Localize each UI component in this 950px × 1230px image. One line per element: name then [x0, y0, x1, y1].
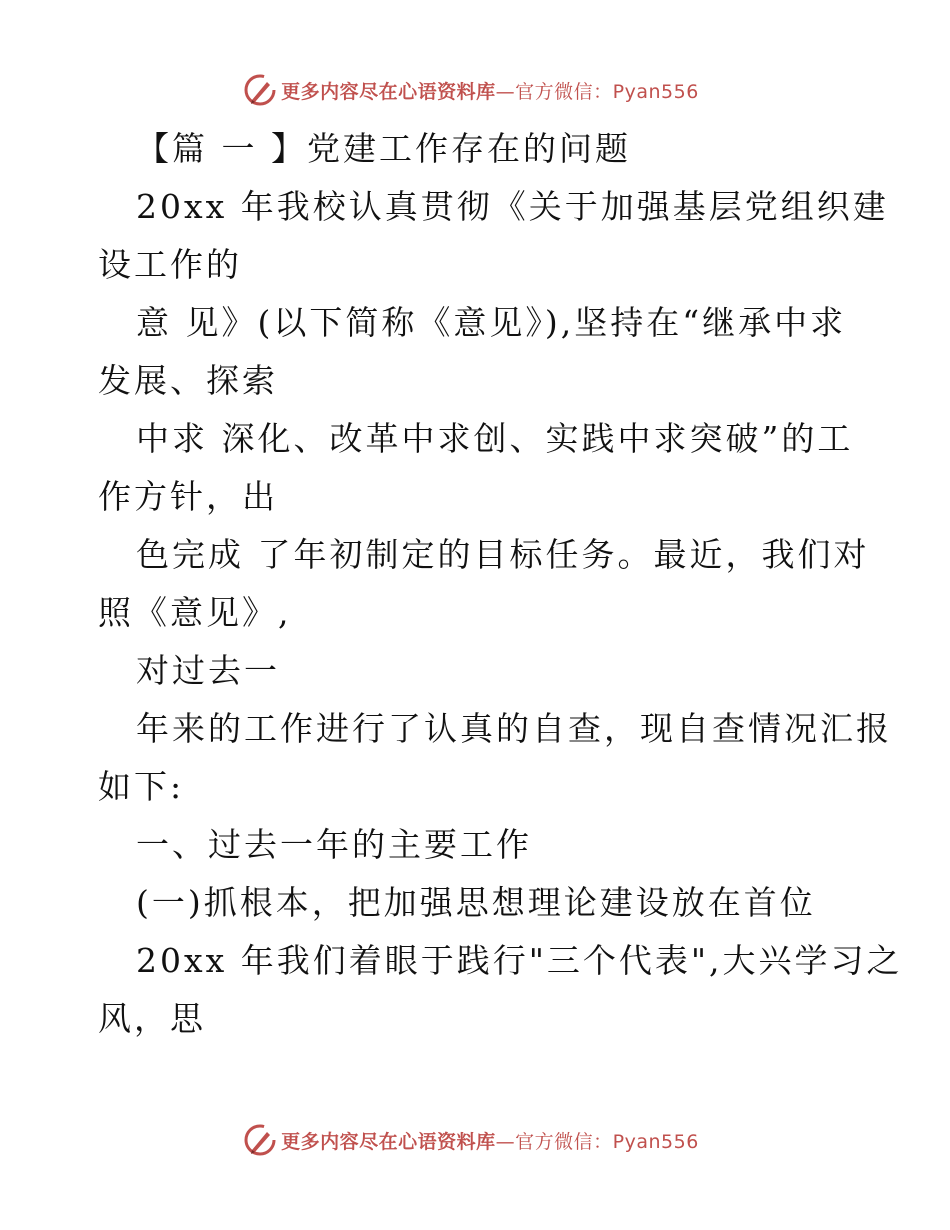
header-banner-main: 更多内容尽在心语资料库	[281, 80, 496, 103]
footer-banner-text	[281, 1127, 699, 1154]
paragraph-line: 如下:	[98, 767, 185, 806]
paragraph-line: 年来的工作进行了认真的自查，现自查情况汇报	[136, 709, 892, 748]
document-body	[98, 120, 903, 1048]
paragraph-line: 发展、探索	[98, 361, 278, 400]
subsection-heading: (一)抓根本，把加强思想理论建设放在首位	[136, 883, 816, 922]
pen-logo-icon	[243, 1123, 277, 1157]
footer-banner-inner	[243, 1123, 699, 1157]
paragraph-line: 意 见》(以下简称《意见》),坚持在“继承中求	[136, 303, 847, 342]
paragraph-line: 作方针，出	[98, 477, 278, 516]
header-banner-tail: 官方微信：Pyan556	[515, 80, 699, 103]
header-banner	[0, 70, 950, 110]
paragraph-line: 风，思	[98, 999, 206, 1038]
footer-banner-separator: —	[495, 1130, 516, 1153]
paragraph-line: 设工作的	[98, 245, 242, 284]
paragraph-line: 20xx 年我们着眼于践行"三个代表",大兴学习之	[136, 941, 903, 980]
paragraph-line: 中求 深化、改革中求创、实践中求突破”的工	[136, 419, 854, 458]
header-banner-text	[281, 77, 699, 104]
footer-banner	[0, 1120, 950, 1160]
paragraph-line: 色完成 了年初制定的目标任务。最近，我们对	[136, 535, 870, 574]
paragraph-line: 照《意见》,	[98, 593, 292, 632]
paragraph-line: 20xx 年我校认真贯彻《关于加强基层党组织建	[136, 187, 889, 226]
header-banner-separator: —	[495, 80, 516, 103]
header-banner-inner	[243, 73, 699, 107]
section-title: 【篇 一 】党建工作存在的问题	[136, 129, 631, 168]
paragraph-line: 对过去一	[136, 651, 280, 690]
section-heading: 一、过去一年的主要工作	[136, 825, 532, 864]
footer-banner-tail: 官方微信：Pyan556	[515, 1130, 699, 1153]
footer-banner-main: 更多内容尽在心语资料库	[281, 1130, 496, 1153]
pen-logo-icon	[243, 73, 277, 107]
